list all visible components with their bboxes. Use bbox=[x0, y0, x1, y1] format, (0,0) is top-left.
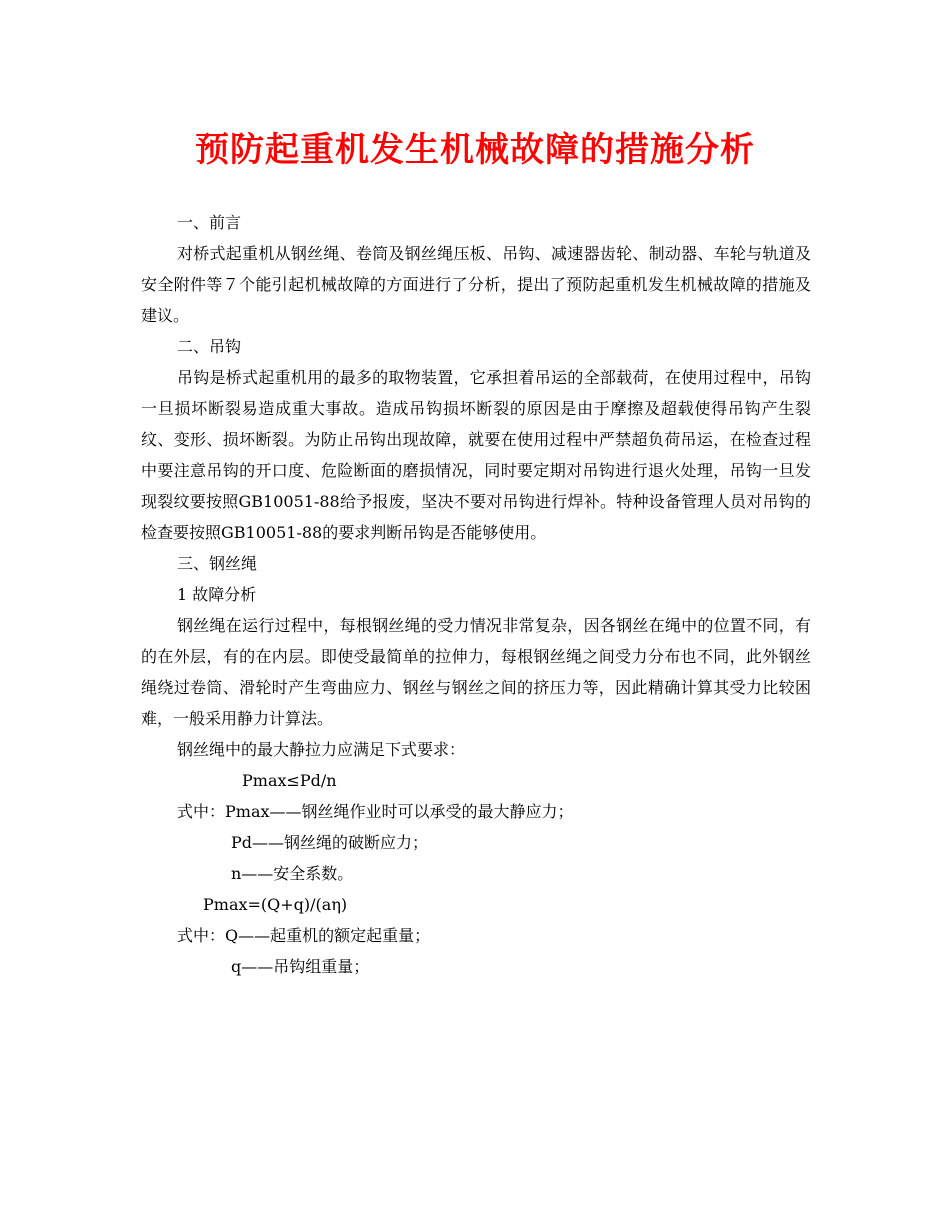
formula-max-tension: Pmax≤Pd/n bbox=[242, 771, 337, 790]
formula-pmax: Pmax=(Q+q)/(aη) bbox=[203, 895, 348, 914]
document-body bbox=[141, 207, 811, 982]
formula-2-where: 式中：Q——起重机的额定起重量； bbox=[177, 926, 431, 945]
subsection-heading-fault-analysis: 1 故障分析 bbox=[177, 585, 257, 604]
paragraph-wire-rope-analysis: 钢丝绳在运行过程中，每根钢丝绳的受力情况非常复杂，因各钢丝在绳中的位置不同，有的在外层，有的在内层。即使受最简单的拉伸力，每根钢丝绳之间受力分布也不同，此外钢丝绳绕过卷筒、滑轮时产生弯曲应力、钢丝与钢丝之间的挤压力等，因此精确计算其受力比较困难，一般采用静力计算法。 bbox=[141, 616, 811, 728]
formula-1-where: 式中：Pmax——钢丝绳作业时可以承受的最大静应力； bbox=[177, 802, 574, 821]
document-title: 预防起重机发生机械故障的措施分析 bbox=[195, 130, 755, 170]
formula-1-definition: n——安全系数。 bbox=[231, 864, 354, 883]
paragraph-hook: 吊钩是桥式起重机用的最多的取物装置，它承担着吊运的全部载荷，在使用过程中，吊钩一旦损坏断裂易造成重大事故。造成吊钩损坏断裂的原因是由于摩擦及超载使得吊钩产生裂纹、变形、损坏断裂。为防止吊钩出现故障，就要在使用过程中严禁超负荷吊运，在检查过程中要注意吊钩的开口度、危险断面的磨损情况，同时要定期对吊钩进行退火处理，吊钩一旦发现裂纹要按照GB10051-88给予报废，坚决不要对吊钩进行焊补。特种设备管理人员对吊钩的检查要按照GB10051-88的要求判断吊钩是否能够使用。 bbox=[141, 368, 811, 542]
paragraph-max-tension: 钢丝绳中的最大静拉力应满足下式要求： bbox=[177, 740, 466, 759]
formula-1-definition: Pd——钢丝绳的破断应力； bbox=[231, 833, 429, 852]
paragraph-preface: 对桥式起重机从钢丝绳、卷筒及钢丝绳压板、吊钩、减速器齿轮、制动器、车轮与轨道及安全附件等７个能引起机械故障的方面进行了分析，提出了预防起重机发生机械故障的措施及建议。 bbox=[141, 244, 811, 325]
section-heading-hook: 二、吊钩 bbox=[177, 337, 242, 356]
formula-2-definition: q——吊钩组重量； bbox=[231, 957, 370, 976]
section-heading-wire-rope: 三、钢丝绳 bbox=[177, 554, 258, 573]
section-heading-preface: 一、前言 bbox=[177, 213, 242, 232]
